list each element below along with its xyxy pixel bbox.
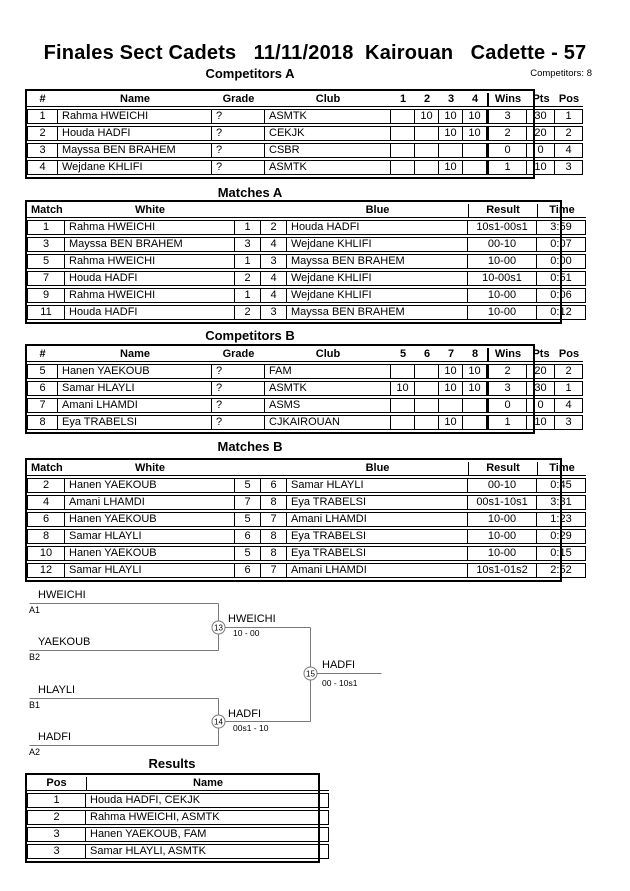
matches-b-heading: Matches B [217,439,283,454]
match-13-number: 13 [214,623,223,633]
col-header-club: Club [265,348,391,362]
page-title: Finales Sect Cadets 11/11/2018 Kairouan Cadette - 57 [43,42,587,64]
col-header-opp6: 6 [415,348,439,362]
competitor-pos: 3 [555,415,583,430]
match-number: 8 [27,529,65,544]
white-number: 2 [235,271,261,286]
match-row [27,478,586,493]
competitor-name: Rahma HWEICHI [58,109,212,124]
col-header-white: White [65,204,235,218]
match-row [27,288,586,303]
score-vs-6 [415,381,439,396]
match-result: 10-00 [468,529,537,544]
col-header-time: Time [537,462,586,476]
competitors-b-table [25,344,580,434]
score-vs-8: 10 [463,364,487,379]
white-number: 7 [235,495,261,510]
match-result: 00-10 [468,237,537,252]
competitor-pos: 3 [555,160,583,175]
match-result: 10-00 [468,288,537,303]
col-header-opp4: 4 [463,93,487,107]
match-time: 0:51 [537,271,586,286]
match-number: 10 [27,546,65,561]
matches-b-body [27,478,586,578]
results-header-row [27,777,329,791]
match-15-number: 15 [306,669,315,679]
col-header-bnum [261,462,287,476]
result-row [27,810,329,825]
blue-number: 4 [261,271,287,286]
blue-competitor: Samar HLAYLI [287,478,468,493]
match-number: 11 [27,305,65,320]
blue-competitor: Wejdane KHLIFI [287,288,468,303]
blue-competitor: Eya TRABELSI [287,546,468,561]
col-header-white: White [65,462,235,476]
score-vs-4: 10 [463,109,487,124]
match-number: 12 [27,563,65,578]
competitor-number: 4 [27,160,58,175]
score-vs-6 [415,415,439,430]
score-vs-4: 10 [463,126,487,141]
results-table [25,773,320,863]
score-vs-4 [463,160,487,175]
competitor-grade: ? [212,143,265,158]
competitor-pts: 20 [527,126,555,141]
result-pos: 3 [27,844,86,859]
white-competitor: Samar HLAYLI [65,563,235,578]
competitor-number: 6 [27,381,58,396]
competitor-grade: ? [212,109,265,124]
col-header-pts: Pts [527,348,555,362]
result-row [27,827,329,842]
white-competitor: Rahma HWEICHI [65,220,235,235]
col-header-blue: Blue [287,204,468,218]
blue-competitor: Eya TRABELSI [287,529,468,544]
competitor-pts: 10 [527,415,555,430]
col-header-name: Name [58,93,212,107]
match-time: 0:29 [537,529,586,544]
competitor-row [27,364,583,379]
bracket-entrant-seed: B2 [29,652,41,662]
result-row [27,793,329,808]
col-header-bnum [261,204,287,218]
col-header-pos: Pos [555,93,583,107]
white-competitor: Hanen YAEKOUB [65,512,235,527]
col-header-match: Match [27,204,65,218]
white-number: 5 [235,546,261,561]
match-row [27,563,586,578]
white-competitor: Mayssa BEN BRAHEM [65,237,235,252]
col-header-pos: Pos [27,777,86,791]
competitor-pts: 30 [527,109,555,124]
white-competitor: Rahma HWEICHI [65,288,235,303]
match-result: 10-00 [468,512,537,527]
col-header-number: # [27,93,58,107]
blue-competitor: Mayssa BEN BRAHEM [287,305,468,320]
competitor-wins: 0 [487,143,527,158]
white-number: 6 [235,529,261,544]
matches-a-heading: Matches A [217,185,283,200]
blue-competitor: Houda HADFI [287,220,468,235]
match-row [27,512,586,527]
score-vs-3: 10 [439,160,463,175]
competitor-row [27,398,583,413]
competitor-number: 3 [27,143,58,158]
matches-b-header-row [27,462,586,476]
bracket-lines [30,604,382,746]
score-vs-1 [391,160,415,175]
result-name: Houda HADFI, CEKJK [86,793,329,808]
matches-b-grid [27,460,586,580]
match-number: 9 [27,288,65,303]
score-vs-8 [463,398,487,413]
match-13-winner: HWEICHI [228,613,276,625]
blue-competitor: Wejdane KHLIFI [287,237,468,252]
match-result: 10s1-00s1 [468,220,537,235]
bracket-entrant-seed: A1 [29,605,41,615]
score-vs-7 [439,398,463,413]
blue-number: 8 [261,546,287,561]
competitor-name: Houda HADFI [58,126,212,141]
result-pos: 1 [27,793,86,808]
matches-b-table [25,458,575,582]
score-vs-5 [391,364,415,379]
competitors-b-body [27,364,583,430]
match-14-number: 14 [214,717,223,727]
col-header-wins: Wins [487,93,527,107]
blue-number: 8 [261,495,287,510]
white-number: 1 [235,220,261,235]
competitor-club: FAM [265,364,391,379]
competitor-name: Mayssa BEN BRAHEM [58,143,212,158]
white-competitor: Rahma HWEICHI [65,254,235,269]
score-vs-1 [391,126,415,141]
competitors-a-header-row [27,93,583,107]
white-number: 5 [235,512,261,527]
white-number: 6 [235,563,261,578]
competitors-a-grid [27,91,583,177]
competitors-a-body [27,109,583,175]
col-header-pts: Pts [527,93,555,107]
match-number: 3 [27,237,65,252]
col-header-opp7: 7 [439,348,463,362]
match-time: 0:06 [537,288,586,303]
match-number: 7 [27,271,65,286]
score-vs-1 [391,143,415,158]
competitor-pts: 0 [527,398,555,413]
competitor-row [27,109,583,124]
competitor-club: ASMTK [265,160,391,175]
match-14-winner: HADFI [228,708,261,720]
competitor-pts: 30 [527,381,555,396]
competitor-name: Hanen YAEKOUB [58,364,212,379]
competitor-number: 8 [27,415,58,430]
competitor-wins: 2 [487,364,527,379]
competitors-b-header-row [27,348,583,362]
finals-bracket [0,580,630,770]
bracket-entrant-name: HADFI [38,731,71,743]
score-vs-8 [463,415,487,430]
competitor-row [27,143,583,158]
competitor-grade: ? [212,126,265,141]
score-vs-2 [415,160,439,175]
score-vs-1 [391,109,415,124]
blue-number: 3 [261,254,287,269]
competitor-name: Eya TRABELSI [58,415,212,430]
competitors-b-heading: Competitors B [205,328,295,343]
match-row [27,305,586,320]
col-header-wnum [235,462,261,476]
competitor-grade: ? [212,398,265,413]
matches-a-table [25,200,575,324]
match-row [27,254,586,269]
match-15-score: 00 - 10s1 [322,678,358,688]
results-grid [27,775,329,861]
match-result: 10-00 [468,254,537,269]
blue-number: 6 [261,478,287,493]
white-number: 2 [235,305,261,320]
col-header-opp2: 2 [415,93,439,107]
bracket-entrant-seed: B1 [29,700,41,710]
col-header-result: Result [468,462,537,476]
col-header-opp1: 1 [391,93,415,107]
col-header-name: Name [58,348,212,362]
match-time: 2:52 [537,563,586,578]
score-vs-4 [463,143,487,158]
match-time: 1:23 [537,512,586,527]
col-header-opp3: 3 [439,93,463,107]
bracket-entrant-name: HWEICHI [38,589,86,601]
match-time: 0:07 [537,237,586,252]
competitor-club: CJKAIROUAN [265,415,391,430]
result-name: Rahma HWEICHI, ASMTK [86,810,329,825]
white-competitor: Houda HADFI [65,271,235,286]
white-number: 3 [235,237,261,252]
competitor-pts: 20 [527,364,555,379]
competitor-row [27,415,583,430]
match-row [27,529,586,544]
col-header-blue: Blue [287,462,468,476]
competitor-club: ASMS [265,398,391,413]
competitor-pts: 0 [527,143,555,158]
match-number: 2 [27,478,65,493]
col-header-name: Name [86,777,329,791]
competitor-club: ASMTK [265,381,391,396]
competitors-b-grid [27,346,583,432]
match-time: 0:45 [537,478,586,493]
score-vs-2: 10 [415,109,439,124]
competitor-grade: ? [212,160,265,175]
match-result: 00s1-10s1 [468,495,537,510]
blue-number: 8 [261,529,287,544]
result-name: Samar HLAYLI, ASMTK [86,844,329,859]
blue-number: 4 [261,288,287,303]
competitor-pts: 10 [527,160,555,175]
match-result: 10s1-01s2 [468,563,537,578]
competitor-pos: 2 [555,364,583,379]
col-header-club: Club [265,93,391,107]
blue-competitor: Amani LHAMDI [287,563,468,578]
white-competitor: Amani LHAMDI [65,495,235,510]
competitor-wins: 2 [487,126,527,141]
competitor-row [27,126,583,141]
white-competitor: Hanen YAEKOUB [65,546,235,561]
competitor-club: ASMTK [265,109,391,124]
col-header-grade: Grade [212,93,265,107]
match-row [27,546,586,561]
col-header-grade: Grade [212,348,265,362]
col-header-opp8: 8 [463,348,487,362]
match-result: 10-00 [468,305,537,320]
white-number: 5 [235,478,261,493]
match-time: 0:12 [537,305,586,320]
results-heading: Results [148,756,196,771]
competitor-number: 5 [27,364,58,379]
col-header-pos: Pos [555,348,583,362]
white-competitor: Houda HADFI [65,305,235,320]
score-vs-5 [391,415,415,430]
score-vs-7: 10 [439,364,463,379]
match-result: 00-10 [468,478,537,493]
competitor-wins: 1 [487,160,527,175]
competitor-wins: 3 [487,381,527,396]
match-number: 5 [27,254,65,269]
matches-a-header-row [27,204,586,218]
match-result: 10-00s1 [468,271,537,286]
competitor-grade: ? [212,415,265,430]
competitor-club: CSBR [265,143,391,158]
match-number: 4 [27,495,65,510]
match-row [27,271,586,286]
competitors-a-heading: Competitors A [205,66,295,81]
score-vs-6 [415,364,439,379]
blue-competitor: Mayssa BEN BRAHEM [287,254,468,269]
blue-number: 3 [261,305,287,320]
blue-competitor: Wejdane KHLIFI [287,271,468,286]
score-vs-8: 10 [463,381,487,396]
result-name: Hanen YAEKOUB, FAM [86,827,329,842]
blue-number: 4 [261,237,287,252]
white-competitor: Hanen YAEKOUB [65,478,235,493]
score-vs-2 [415,126,439,141]
competitor-row [27,160,583,175]
blue-competitor: Amani LHAMDI [287,512,468,527]
bracket-entrant-seed: A2 [29,747,41,757]
competitor-name: Amani LHAMDI [58,398,212,413]
score-vs-2 [415,143,439,158]
competitor-pos: 1 [555,381,583,396]
competitor-name: Wejdane KHLIFI [58,160,212,175]
match-time: 0:00 [537,254,586,269]
result-row [27,844,329,859]
competitor-number: 1 [27,109,58,124]
score-vs-6 [415,398,439,413]
col-header-number: # [27,348,58,362]
competitors-a-table [25,89,580,179]
col-header-opp5: 5 [391,348,415,362]
match-time: 3:59 [537,220,586,235]
competitor-row [27,381,583,396]
matches-a-body [27,220,586,320]
white-number: 1 [235,254,261,269]
match-row [27,220,586,235]
competitor-pos: 1 [555,109,583,124]
competitor-grade: ? [212,381,265,396]
col-header-match: Match [27,462,65,476]
competitor-pos: 4 [555,143,583,158]
white-number: 1 [235,288,261,303]
match-13-score: 10 - 00 [233,628,260,638]
result-pos: 2 [27,810,86,825]
competitor-number: 7 [27,398,58,413]
blue-number: 7 [261,563,287,578]
blue-number: 2 [261,220,287,235]
blue-competitor: Eya TRABELSI [287,495,468,510]
competitor-wins: 0 [487,398,527,413]
competitor-number: 2 [27,126,58,141]
bracket-entrant-name: YAEKOUB [38,636,91,648]
result-pos: 3 [27,827,86,842]
score-vs-5: 10 [391,381,415,396]
match-time: 3:31 [537,495,586,510]
score-vs-3: 10 [439,126,463,141]
match-row [27,237,586,252]
match-time: 0:15 [537,546,586,561]
competitor-name: Samar HLAYLI [58,381,212,396]
score-vs-3: 10 [439,109,463,124]
results-body [27,793,329,859]
competitor-pos: 4 [555,398,583,413]
match-14-score: 00s1 - 10 [233,723,269,733]
match-number: 6 [27,512,65,527]
competitor-pos: 2 [555,126,583,141]
competitors-count: Competitors: 8 [530,68,592,79]
col-header-wnum [235,204,261,218]
match-number: 1 [27,220,65,235]
competitor-grade: ? [212,364,265,379]
score-vs-7: 10 [439,381,463,396]
match-row [27,495,586,510]
white-competitor: Samar HLAYLI [65,529,235,544]
col-header-wins: Wins [487,348,527,362]
competitor-wins: 1 [487,415,527,430]
score-vs-7: 10 [439,415,463,430]
score-vs-3 [439,143,463,158]
col-header-result: Result [468,204,537,218]
competitor-wins: 3 [487,109,527,124]
match-result: 10-00 [468,546,537,561]
blue-number: 7 [261,512,287,527]
competitor-club: CEKJK [265,126,391,141]
bracket-entrant-name: HLAYLI [38,684,76,696]
match-15-winner: HADFI [322,659,355,671]
matches-a-grid [27,202,586,322]
col-header-time: Time [537,204,586,218]
score-vs-5 [391,398,415,413]
